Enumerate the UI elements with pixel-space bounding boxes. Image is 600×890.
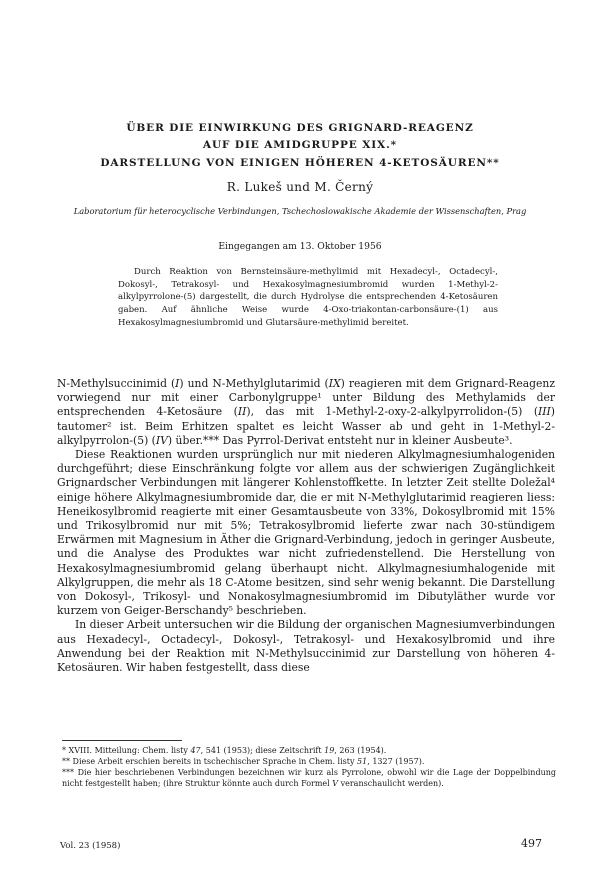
volume-number: 47 (190, 746, 201, 755)
text-run: ) und N-Methylglutarimid ( (179, 377, 329, 390)
text-run: * XVIII. Mitteilung: Chem. listy (62, 746, 191, 755)
title-line-1: ÜBER DIE EINWIRKUNG DES GRIGNARD-REAGENZ (126, 122, 474, 134)
text-run: , 541 (1953); diese Zeitschrift (200, 746, 325, 755)
affiliation: Laboratorium für heterocyclische Verbindungen, Tschechoslowakische Akademie der Wissenschaften, Prag (73, 206, 527, 216)
body-paragraph-1 (57, 377, 555, 448)
compound-label: I (175, 377, 180, 390)
text-run: *** Die hier beschriebenen Verbindungen bezeichnen wir kurz als Pyrrolone, obwohl wir die Lage der Doppelbindung nicht festgestellt haben; (ihre Struktur könnte auch durch Formel (62, 768, 556, 788)
title-line-2: AUF DIE AMIDGRUPPE XIX.* (202, 139, 398, 151)
footnote-2 (62, 756, 556, 767)
text-run: ) über.*** Das Pyrrol-Derivat entsteht nur in kleiner Ausbeute³. (167, 433, 513, 447)
text-run: veranschaulicht werden). (338, 779, 444, 788)
footnotes (62, 745, 556, 789)
body-text (57, 377, 555, 675)
volume-label: Vol. 23 (1958) (60, 841, 121, 851)
abstract: Durch Reaktion von Bernsteinsäure-methylimid mit Hexadecyl-, Octadecyl-, Dokosyl-, Tetrakosyl- und Hexakosylmagnesiumbromid wurden 1-Methyl-2-alkylpyrrolone-(5) dargestellt, die durch Hydrolyse die entsprechenden 4-Ketosäuren gaben. Auf ähnliche Weise wurde 4-Oxo-triakontan-carbonsäure-(1) aus Hexakosylmagnesiumbromid und Glutarsäure-methylimid bereitet. (118, 267, 498, 328)
body-paragraph-3: In dieser Arbeit untersuchen wir die Bildung der organischen Magnesiumverbindungen aus Hexadecyl-, Octadecyl-, Dokosyl-, Tetrakosyl- und Hexakosylbromid und ihre Anwendung bei der Reaktion mit N-Methylsuccinimid zur Darstellung von höheren 4-Ketosäuren. Wir haben festgestellt, dass diese (57, 618, 555, 675)
body-paragraph-2: Diese Reaktionen wurden ursprünglich nur mit niederen Alkylmagnesiumhalogeniden durchgeführt; diese Einschränkung folgte vor allem aus der schwierigen Zugänglichkeit Grignardscher Verbindungen mit längerer Kohlenstoffkette. In letzter Zeit stellte Doležal⁴ einige höhere Alkylmagnesiumbromide dar, die er mit N-Methylglutarimid reagieren liess: Heneikosylbromid reagierte mit einer Gesamtausbeute von 33%, Dokosylbromid mit 15% und Trikosylbromid nur mit 5%; Tetrakosylbromid lieferte zwar nach 30-stündigem Erwärmen mit Magnesium in Äther die Grignard-Verbindung, jedoch in geringer Ausbeute, und die Analyse des Produktes war nicht zufriedenstellend. Die Herstellung von Hexakosylmagnesiumbromid gelang überhaupt nicht. Alkylmagnesiumhalogenide mit Alkylgruppen, die mehr als 18 C-Atome besitzen, sind sehr wenig bekannt. Die Darstellung von Dokosyl-, Trikosyl- und Nonakosylmagnesiumbromid im Dibutyläther wurde vor kurzem von Geiger-Berschandy⁵ beschrieben. (57, 448, 555, 618)
text-run: , 263 (1954). (334, 746, 387, 755)
compound-label: III (538, 405, 551, 419)
compound-label: IX (328, 377, 341, 390)
volume-number: 19 (324, 746, 335, 755)
title-line-3: DARSTELLUNG VON EINIGEN HÖHEREN 4-KETOSÄUREN** (100, 157, 500, 169)
received-date: Eingegangen am 13. Oktober 1956 (218, 241, 382, 252)
authors: R. Lukeš und M. Černý (226, 180, 374, 194)
volume-number: 51 (357, 757, 368, 766)
formula-label: V (332, 779, 339, 788)
text-run: ), das mit 1-Methyl-2-oxy-2-alkylpyrrolidon-(5) ( (246, 405, 539, 419)
compound-label: II (237, 405, 247, 419)
text-run: ** Diese Arbeit erschien bereits in tschechischer Sprache in Chem. listy (62, 757, 358, 766)
text-run: , 1327 (1957). (367, 757, 425, 766)
compound-label: IV (155, 433, 168, 447)
footnote-3 (62, 767, 556, 789)
footnote-rule (62, 740, 182, 741)
page-number: 497 (521, 837, 542, 850)
text-run: ) tautomer² ist. Beim Erhitzen spaltet es leicht Wasser ab und geht in 1-Methyl-2-alkylpyrrolon-(5) ( (57, 405, 555, 447)
text-run: N-Methylsuccinimid ( (57, 377, 176, 390)
footnote-1 (62, 745, 556, 756)
text-run: ) reagieren mit dem Grignard-Reagenz vorwiegend nur mit einer Carbonylgruppe¹ unter Bildung des Methylamids der entsprechenden 4-Ketosäure ( (57, 377, 556, 419)
